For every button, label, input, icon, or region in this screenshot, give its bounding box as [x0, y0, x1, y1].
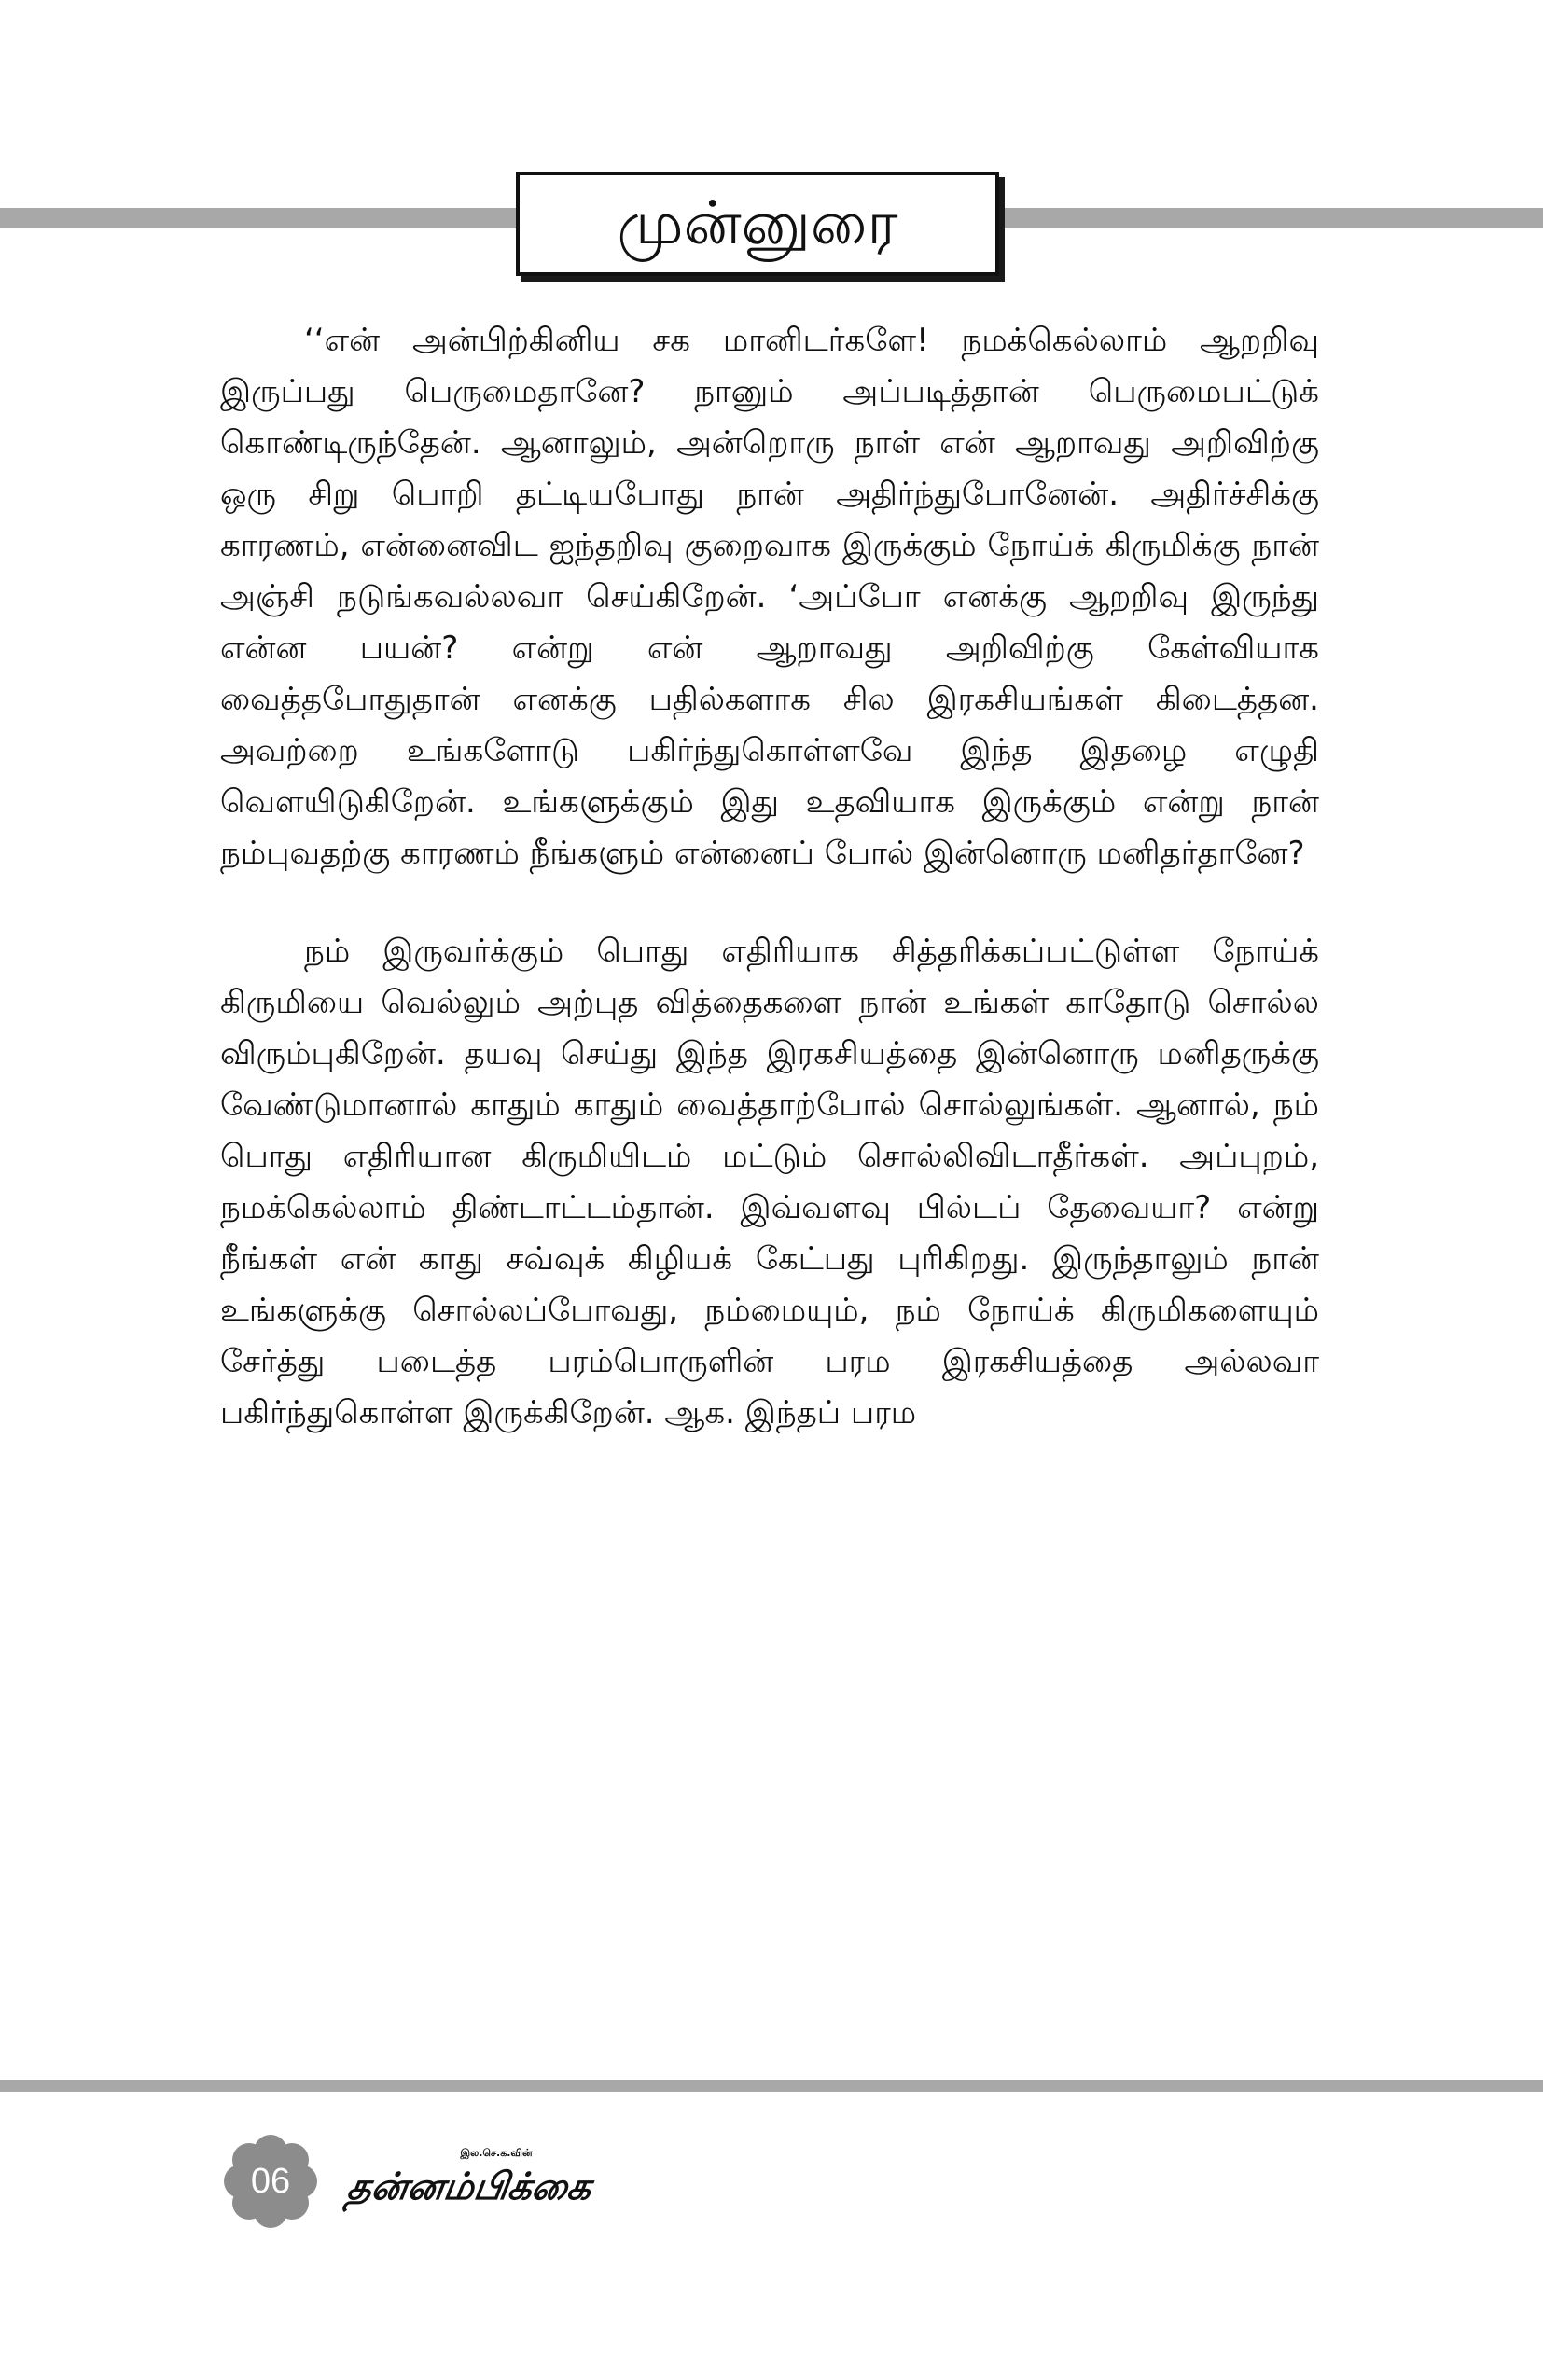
paragraph-2: நம் இருவர்க்கும் பொது எதிரியாக சித்தரிக்கப்பட்டுள்ள நோய்க் கிருமியை வெல்லும் அற்புத வித்தைகளை நான் உங்கள் காதோடு சொல்ல விரும்புகிறேன். தயவு செய்து இந்த இரகசியத்தை இன்னொரு மனிதருக்கு வேண்டுமானால் காதும் காதும் வைத்தாற்போல் சொல்லுங்கள். ஆனால், நம் பொது எதிரியான கிருமியிடம் மட்டும் சொல்லிவிடாதீர்கள். அப்புறம், நமக்கெல்லாம் திண்டாட்டம்தான். இவ்வளவு பில்டப் தேவையா? என்று நீங்கள் என் காது சவ்வுக் கிழியக் கேட்பது புரிகிறது. இருந்தாலும் நான் உங்களுக்கு சொல்லப்போவது, நம்மையும், நம் நோய்க் கிருமிகளையும் சேர்த்து படைத்த பரம்பொருளின் பரம இரகசியத்தை அல்லவா பகிர்ந்துகொள்ள இருக்கிறேன். ஆக. இந்தப் பரம [220, 933, 1319, 1432]
paragraph-1: ‘‘என் அன்பிற்கினிய சக மானிடர்களே! நமக்கெல்லாம் ஆறறிவு இருப்பது பெருமைதானே? நானும் அப்படித்தான் பெருமைபட்டுக் கொண்டிருந்தேன். ஆனாலும், அன்றொரு நாள் என் ஆறாவது அறிவிற்கு ஒரு சிறு பொறி தட்டியபோது நான் அதிர்ந்துபோனேன். அதிர்ச்சிக்கு காரணம், என்னைவிட ஐந்தறிவு குறைவாக இருக்கும் நோய்க் கிருமிக்கு நான் அஞ்சி நடுங்கவல்லவா செய்கிறேன். ‘அப்போ எனக்கு ஆறறிவு இருந்து என்ன பயன்? என்று என் ஆறாவது அறிவிற்கு கேள்வியாக வைத்தபோதுதான் எனக்கு பதில்களாக சில இரகசியங்கள் கிடைத்தன. அவற்றை உங்களோடு பகிர்ந்துகொள்ளவே இந்த இதழை எழுதி வெளயிடுகிறேன். உங்களுக்கும் இது உதவியாக இருக்கும் என்று நான் நம்புவதற்கு காரணம் நீங்களும் என்னைப் போல் இன்னொரு மனிதர்தானே? [220, 322, 1319, 872]
title-box [516, 172, 999, 276]
brand-name: தன்னம்பிக்கை [344, 2166, 594, 2208]
body-text [220, 315, 1319, 1439]
brand-tagline: இல.செ.க.வின் [460, 2147, 533, 2159]
brand-logo [344, 2147, 646, 2221]
footer-line [0, 2080, 1543, 2092]
page-title: முன்னுரை [617, 189, 898, 258]
page-number: 06 [250, 2161, 291, 2201]
